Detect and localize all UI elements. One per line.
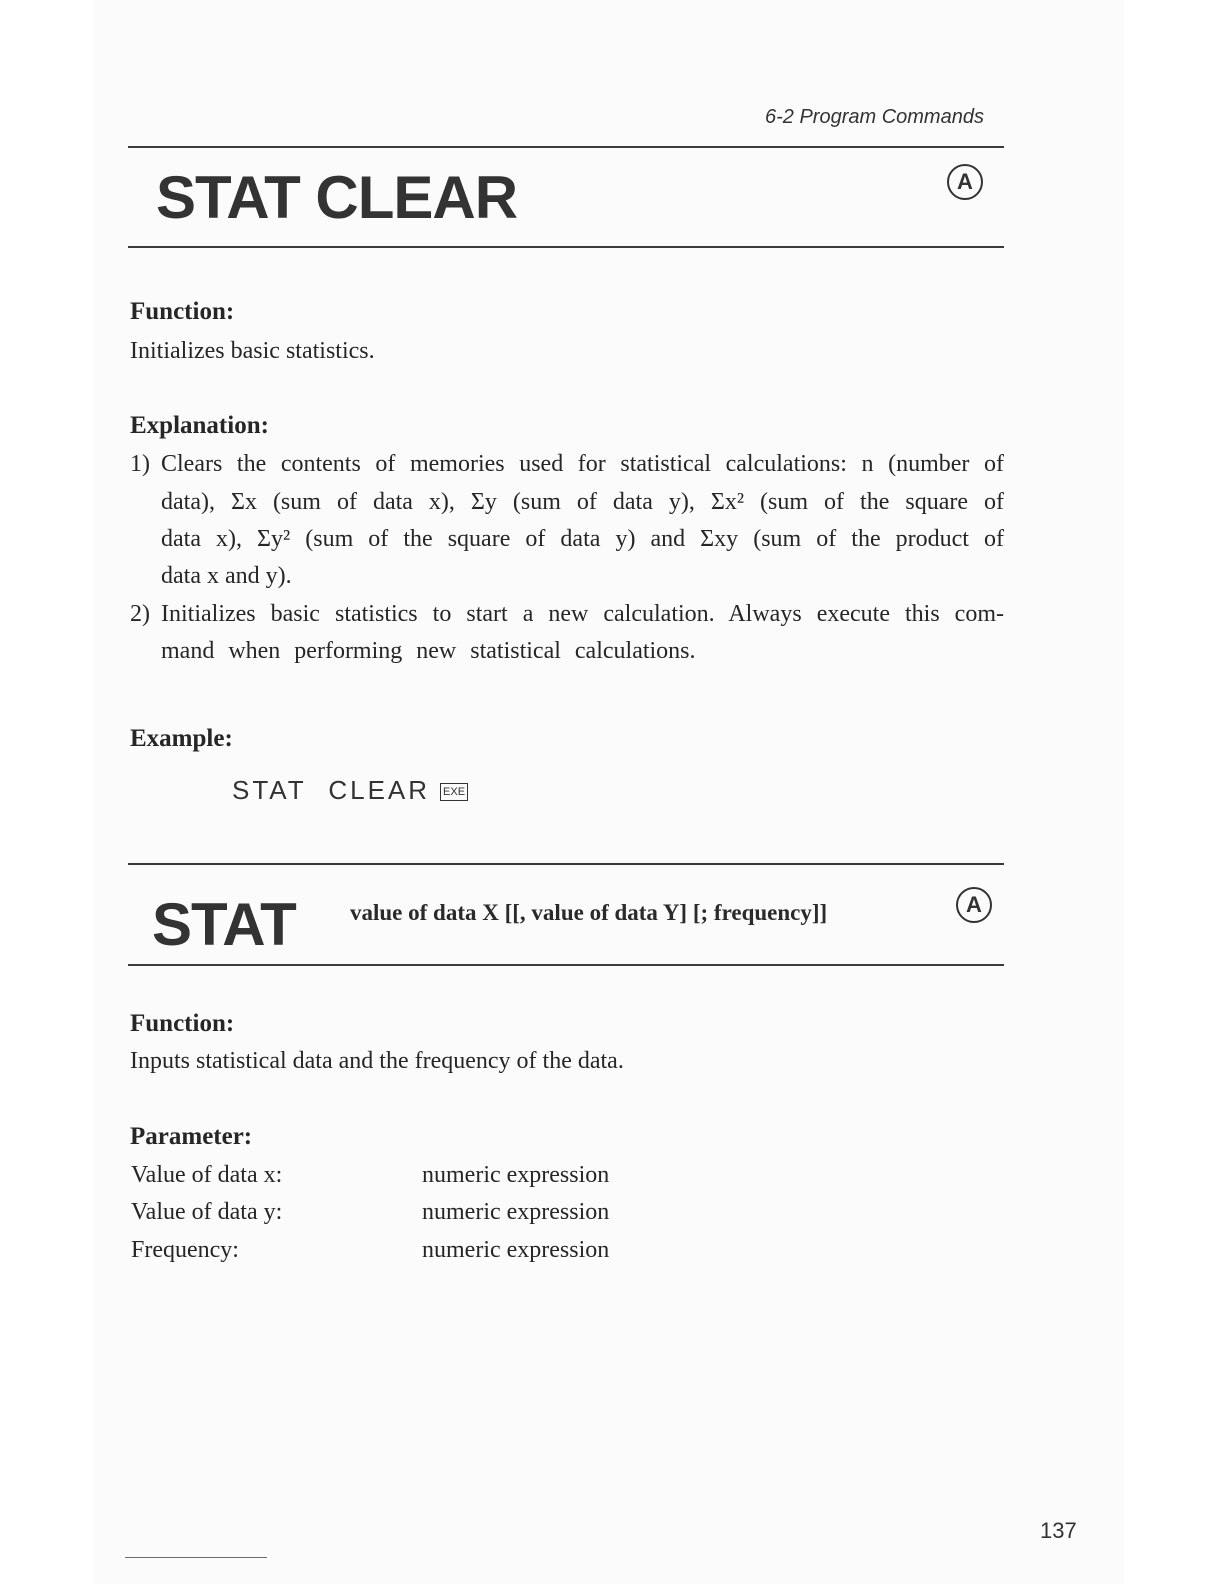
page-number: 137	[1040, 1518, 1077, 1543]
command-title-stat: STAT	[152, 891, 296, 958]
title-rule-bottom	[128, 964, 1004, 966]
list-number: 1)	[130, 451, 150, 477]
title-rule-bottom	[128, 246, 1004, 248]
parameter-label: Value of data x:	[131, 1162, 283, 1188]
title-rule-top	[128, 146, 1004, 148]
function-text: Initializes basic statistics.	[130, 338, 375, 364]
mode-a-icon: A	[956, 887, 992, 923]
parameter-label: Frequency:	[131, 1237, 239, 1263]
exe-key-icon: EXE	[440, 783, 468, 801]
parameter-value: numeric expression	[422, 1162, 610, 1188]
footer-line	[125, 1557, 267, 1558]
function-text: Inputs statistical data and the frequency of the data.	[130, 1048, 624, 1074]
explanation-line: data), Σx (sum of data x), Σy (sum of data y), Σx² (sum of the square of	[161, 489, 1004, 515]
parameter-value: numeric expression	[422, 1237, 610, 1263]
list-number: 2)	[130, 601, 150, 627]
parameter-heading: Parameter:	[130, 1123, 253, 1150]
explanation-line: data x), Σy² (sum of the square of data y) and Σxy (sum of the product of	[161, 526, 1004, 552]
command-title-stat-clear: STAT CLEAR	[156, 164, 518, 231]
command-syntax: value of data X [[, value of data Y] [; frequency]]	[350, 900, 828, 925]
running-head: 6-2 Program Commands	[765, 106, 984, 128]
example-heading: Example:	[130, 725, 233, 752]
explanation-line: data x and y).	[161, 563, 292, 589]
explanation-line: Initializes basic statistics to start a new calculation. Always execute this com-	[161, 601, 1004, 627]
explanation-heading: Explanation:	[130, 412, 269, 439]
explanation-line: Clears the contents of memories used for statistical calculations: n (number of	[161, 451, 1004, 477]
explanation-line: mand when performing new statistical calculations.	[161, 638, 696, 664]
parameter-label: Value of data y:	[131, 1199, 283, 1225]
title-rule-top	[128, 863, 1004, 865]
example-code	[232, 775, 468, 806]
function-heading: Function:	[130, 1010, 235, 1037]
function-heading: Function:	[130, 298, 235, 325]
mode-a-icon: A	[947, 164, 983, 200]
parameter-value: numeric expression	[422, 1199, 610, 1225]
example-command: STAT CLEAR	[232, 775, 431, 805]
